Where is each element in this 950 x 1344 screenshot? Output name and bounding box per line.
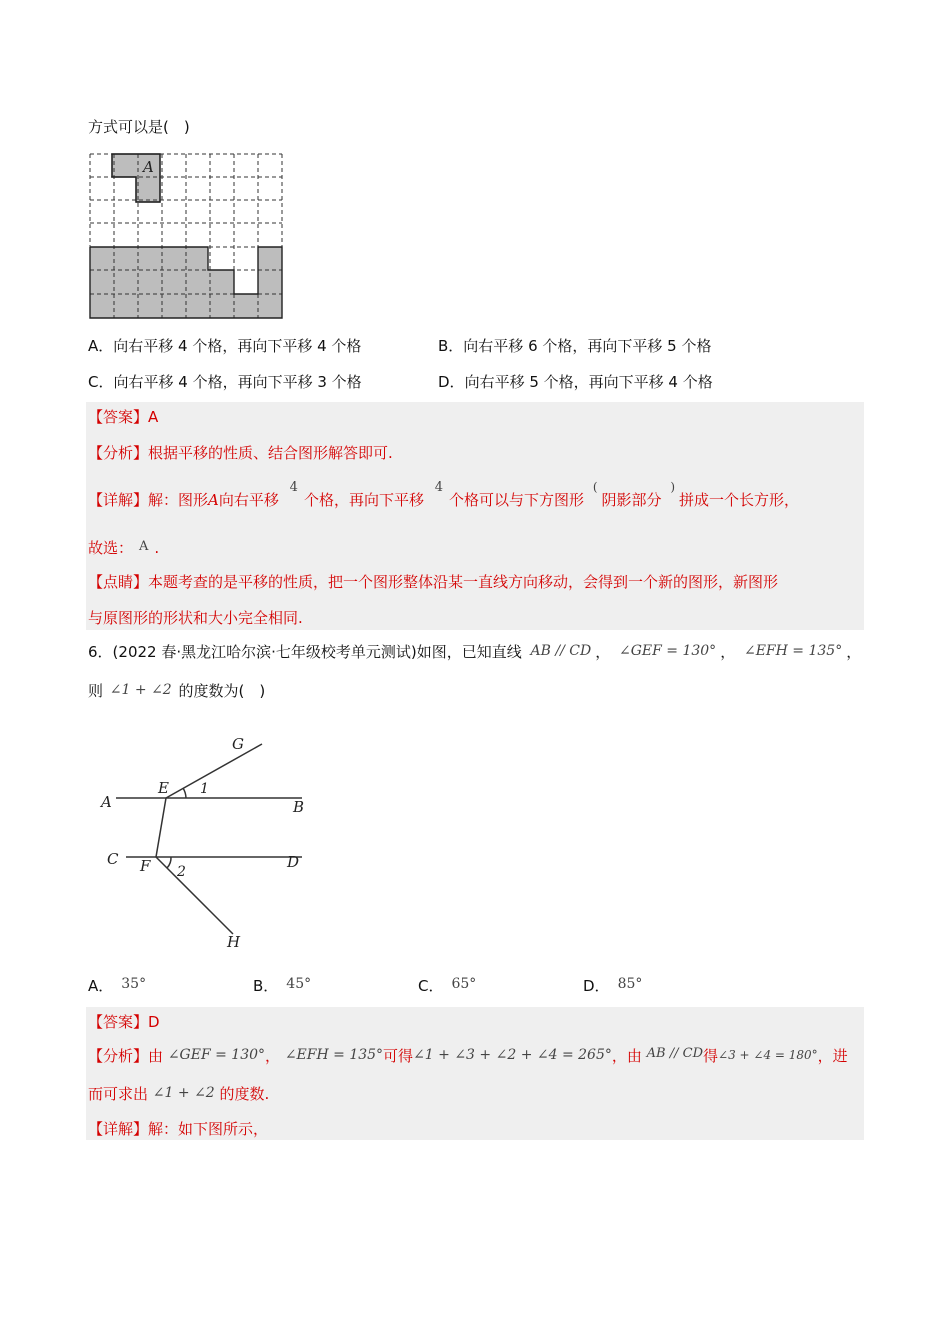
label-1: 1 xyxy=(200,781,209,797)
q5-analysis-line: 【分析】根据平移的性质、结合图形解答即可. xyxy=(88,444,393,462)
label-g: G xyxy=(232,735,244,753)
q5-stem-tail: 方式可以是( ) xyxy=(88,118,190,136)
label-2: 2 xyxy=(177,864,186,880)
ray-fh xyxy=(156,857,233,934)
q5-grid-figure xyxy=(86,150,286,322)
q6-stem-line-1: 6．(2022 春·黑龙江哈尔滨·七年级校考单元测试)如图，已知直线 AB // CD ， ∠GEF = 130° ， ∠EFH = 135° ， xyxy=(88,643,862,661)
angle-1-arc xyxy=(183,788,186,798)
q6-option-d[interactable]: D． 85° xyxy=(583,976,643,995)
segment-ef xyxy=(156,798,166,857)
q6-analysis-line-2: 而可求出 ∠1 + ∠2 的度数. xyxy=(88,1085,270,1103)
q5-option-b[interactable]: B．向右平移 6 个格，再向下平移 5 个格 xyxy=(438,337,712,355)
q6-option-b[interactable]: B． 45° xyxy=(253,976,312,995)
shape-a-label: A xyxy=(143,158,154,176)
q5-option-a[interactable]: A．向右平移 4 个格，再向下平移 4 个格 xyxy=(88,337,362,355)
label-h: H xyxy=(227,933,241,951)
q5-choose-line: 故选： A . xyxy=(88,539,160,557)
q6-option-c[interactable]: C． 65° xyxy=(418,976,477,995)
label-d: D xyxy=(287,853,300,871)
q5-answer-block xyxy=(86,402,864,630)
q6-detail-line: 【详解】解：如下图所示， xyxy=(88,1120,269,1138)
label-c: C xyxy=(107,850,119,868)
q5-option-d[interactable]: D．向右平移 5 个格，再向下平移 4 个格 xyxy=(438,373,713,391)
q6-answer-line: 【答案】D xyxy=(88,1013,160,1031)
q5-comment-line-2: 与原图形的形状和大小完全相同. xyxy=(88,609,303,627)
q5-comment-line-1: 【点睛】本题考查的是平移的性质，把一个图形整体沿某一直线方向移动，会得到一个新的图形，新图形 xyxy=(88,573,779,591)
label-f: F xyxy=(140,857,151,875)
label-b: B xyxy=(293,798,305,816)
q6-parallel-lines-figure xyxy=(96,730,316,955)
q6-analysis-line-1: 【分析】由 ∠GEF = 130°， ∠EFH = 135°可得∠1 + ∠3 + ∠2 + ∠4 = 265°，由 AB // CD得∠3 + ∠4 = 180°，进 xyxy=(88,1046,848,1065)
q5-detail-line: 【详解】解：图形A向右平移 4个格，再向下平移 4个格可以与下方图形 (阴影部分 )拼成一个长方形， xyxy=(88,480,800,509)
q6-option-a[interactable]: A． 35° xyxy=(88,976,147,995)
angle-2-arc xyxy=(167,857,171,868)
label-e: E xyxy=(158,779,169,797)
label-a: A xyxy=(101,793,112,811)
q5-answer-line: 【答案】A xyxy=(88,408,159,426)
q5-option-c[interactable]: C．向右平移 4 个格，再向下平移 3 个格 xyxy=(88,373,362,391)
ray-eg xyxy=(166,744,262,798)
q6-stem-line-2: 则 ∠1 + ∠2 的度数为( ) xyxy=(88,682,266,700)
